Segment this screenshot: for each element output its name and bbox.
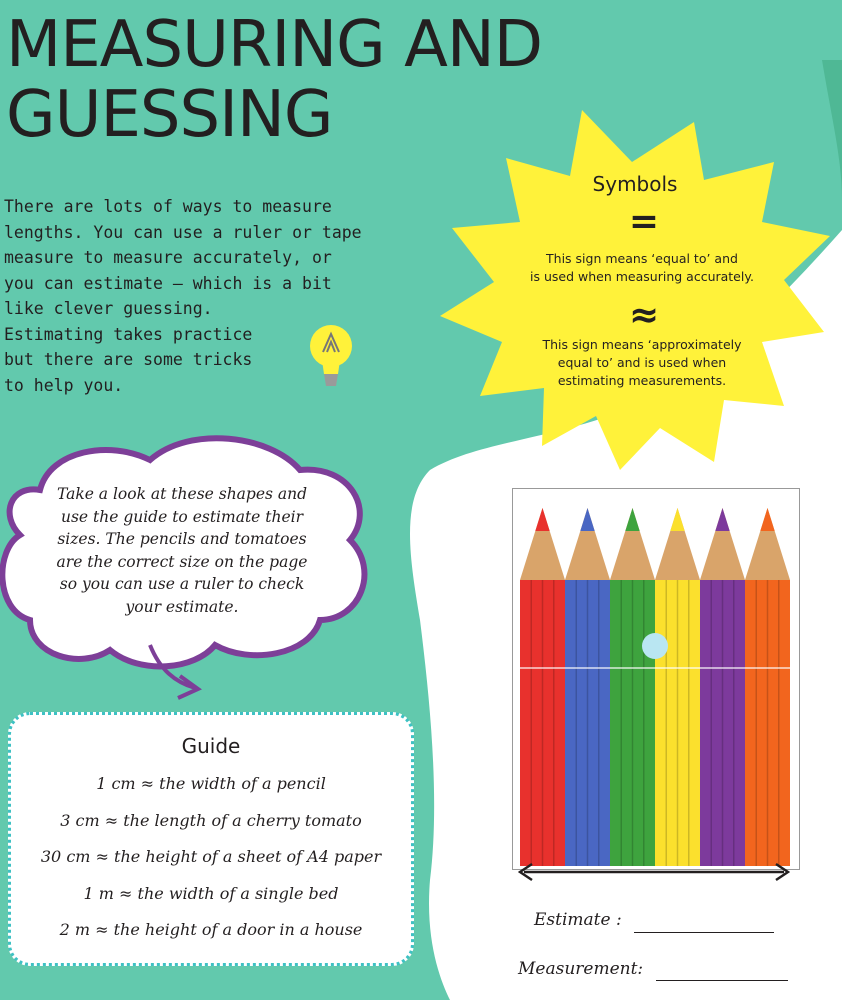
measurement-answer-line[interactable] — [656, 980, 788, 981]
guide-title: Guide — [181, 734, 241, 758]
estimate-answer-line[interactable] — [634, 932, 774, 933]
approx-sign-icon: ≈ — [628, 295, 660, 336]
guide-item: 3 cm ≈ the length of a cherry tomato — [60, 810, 362, 830]
pencil — [610, 508, 655, 866]
pencil — [745, 508, 790, 866]
pencils-illustration — [512, 488, 800, 870]
equal-sign-description: This sign means ‘equal to’ and is used when measuring accurately. — [530, 251, 754, 284]
guide-item: 1 cm ≈ the width of a pencil — [96, 774, 326, 793]
title-line-1: MEASURING AND — [6, 8, 542, 82]
title-line-2: GUESSING — [6, 78, 333, 152]
symbols-title: Symbols — [592, 172, 678, 196]
guide-item: 1 m ≈ the width of a single bed — [83, 883, 339, 903]
approx-sign-description: This sign means ‘approximately equal to’ and is used when estimating measurements. — [542, 337, 742, 388]
pencil — [520, 508, 565, 866]
intro-paragraph: There are lots of ways to measure lengths. You can use a ruler or tape measure to measure accurately, or you can estimate – which is a bit like clever guessing. Estimating takes practice but there are some tricks to help you. — [4, 197, 362, 395]
hole-punch-dot — [642, 633, 668, 659]
pencil — [700, 508, 745, 866]
symbols-starburst — [432, 110, 832, 470]
guide-item: 2 m ≈ the height of a door in a house — [59, 920, 363, 939]
equal-sign-icon: = — [628, 201, 660, 242]
pencil — [655, 508, 700, 866]
width-arrow — [518, 862, 790, 882]
guide-item: 30 cm ≈ the height of a sheet of A4 paper — [40, 847, 382, 866]
estimate-label: Estimate : — [534, 910, 622, 930]
guide-list — [8, 774, 414, 957]
measurement-label: Measurement: — [518, 959, 644, 979]
lightbulb-icon — [308, 322, 354, 402]
pencil — [565, 508, 610, 866]
speech-cloud-text: Take a look at these shapes and use the guide to estimate their sizes. The pencils and tomatoes are the correct size on the page so you can use a ruler to check your estimate. — [56, 485, 308, 616]
